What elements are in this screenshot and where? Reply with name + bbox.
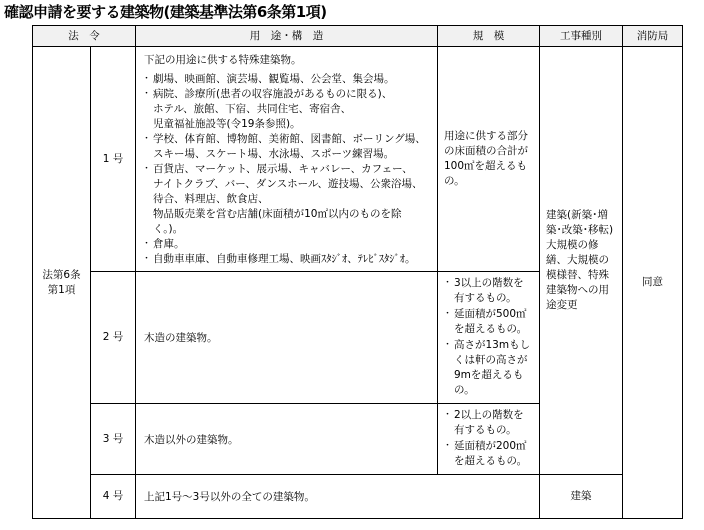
header-scale: 規 模 — [438, 26, 540, 47]
use-list-item: ・ 倉庫。 — [144, 237, 431, 252]
use-list-item: ・ 病院、診療所(患者の収容施設があるものに限る)、 ホテル、旅館、下宿、共同住宅、寄宿舎、 児童福祉施設等(令19条参照)。 — [144, 87, 431, 132]
work-type-text: 建築 — [570, 490, 592, 502]
work-type-text: 建築(新築･増築･改築･移転)大規模の修繕、大規模の模様替、特殊建築物への用途変更 — [546, 209, 614, 311]
scale-list-item: ・ 2以上の階数を有するもの。 — [444, 408, 533, 438]
table-row — [33, 47, 683, 272]
row-number: 1 号 — [91, 47, 136, 272]
law-article-cell — [33, 47, 91, 519]
use-intro: 上記1号～3号以外の全ての建築物。 — [144, 491, 315, 503]
fire-dept-cell — [623, 47, 683, 519]
scale-list — [444, 408, 533, 469]
scale-text: 用途に供する部分の床面積の合計が100㎡を超えるもの。 — [444, 130, 528, 187]
scale-cell — [438, 47, 540, 272]
use-intro: 木造の建築物。 — [144, 332, 218, 344]
header-law: 法 令 — [33, 26, 136, 47]
row-number: 3 号 — [91, 404, 136, 475]
use-intro: 下記の用途に供する特殊建築物。 — [144, 54, 302, 66]
use-list-item: ・ 自動車車庫、自動車修理工場、映画ｽﾀｼﾞｵ、ﾃﾚﾋﾞｽﾀｼﾞｵ。 — [144, 252, 431, 267]
scale-list-item: ・ 延面積が500㎡を超えるもの。 — [444, 307, 533, 337]
work-type-cell — [540, 475, 623, 519]
use-intro: 木造以外の建築物。 — [144, 433, 239, 446]
use-cell — [136, 272, 438, 404]
use-cell — [136, 475, 540, 519]
header-fire: 消防局 — [623, 26, 683, 47]
header-work: 工事種別 — [540, 26, 623, 47]
scale-list-item: ・ 3以上の階数を有するもの。 — [444, 276, 533, 306]
scale-list-item: ・ 延面積が200㎡を超えるもの。 — [444, 439, 533, 469]
use-list — [144, 72, 431, 267]
row-number: 2 号 — [91, 272, 136, 404]
scale-cell — [438, 272, 540, 404]
scale-list — [444, 276, 533, 398]
requirements-table — [32, 25, 683, 519]
work-type-cell — [540, 47, 623, 475]
page-title: 確認申請を要する建築物(建築基準法第6条第1項) — [4, 3, 327, 21]
use-cell — [136, 404, 438, 475]
use-cell — [136, 47, 438, 272]
scale-cell — [438, 404, 540, 475]
law-article: 法第6条 第1項 — [42, 268, 81, 296]
table-row — [33, 475, 683, 519]
use-list-item: ・ 劇場、映画館、演芸場、観覧場、公会堂、集会場。 — [144, 72, 431, 87]
header-use: 用 途・構 造 — [136, 26, 438, 47]
table-header-row — [33, 26, 683, 47]
row-number: 4 号 — [91, 475, 136, 519]
scale-list-item: ・ 高さが13mもしくは軒の高さが9mを超えるもの。 — [444, 338, 533, 398]
use-list-item: ・ 百貨店、マーケット、展示場、キャバレー、カフェー、 ナイトクラブ、バー、ダンスホール、遊技場、公衆浴場、 待合、料理店、飲食店、 物品販売業を営む店舗(床面積が10㎡以内のものを除く。)。 — [144, 162, 431, 237]
use-list-item: ・ 学校、体育館、博物館、美術館、図書館、ボーリング場、 スキー場、スケート場、水泳場、スポーツ練習場。 — [144, 132, 431, 162]
fire-dept-value: 同意 — [642, 276, 663, 288]
